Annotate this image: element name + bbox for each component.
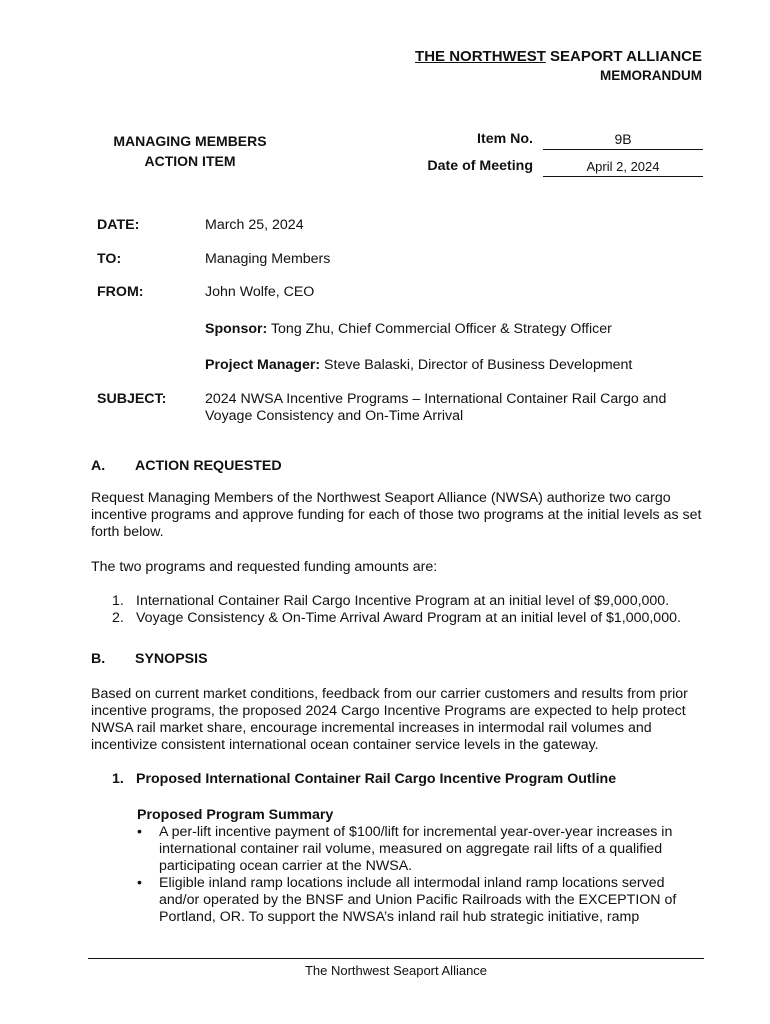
list-item-text: A per-lift incentive payment of $100/lift for incremental year-over-year increases in international container rail volume, measured on aggregate rail lifts of a qualified participating ocean carrier at the NWSA. (159, 824, 673, 874)
managing-members-block (105, 131, 275, 171)
subsection-title: Proposed International Container Rail Cargo Incentive Program Outline (136, 771, 617, 787)
subject-line-2: Voyage Consistency and On-Time Arrival (205, 408, 464, 424)
list-item (137, 824, 697, 875)
sponsor-label: Sponsor: (205, 321, 268, 337)
from-value: John Wolfe, CEO (205, 284, 315, 300)
item-no-label: Item No. (477, 131, 533, 147)
project-manager-label: Project Manager: (205, 357, 321, 373)
section-b-letter: B. (91, 651, 106, 667)
list-item-text: Eligible inland ramp locations include all intermodal inland ramp locations served and/or operated by the BNSF and Union Pacific Railroads with the EXCEPTION of Portland, OR. To support the NWSA’s inland rail hub strategic initiative, ramp (159, 875, 677, 925)
from-label: FROM: (97, 284, 144, 300)
org-title-main: THE NORTHWEST (415, 48, 546, 65)
section-a-paragraph-1: Request Managing Members of the Northwest Seaport Alliance (NWSA) authorize two cargo incentive programs and approve funding for each of those two programs at the initial levels as set forth below. (91, 490, 702, 540)
org-title-rest: SEAPORT ALLIANCE (545, 48, 702, 65)
list-item (112, 610, 712, 627)
list-item-number: 2. (112, 610, 124, 626)
project-manager-value: Steve Balaski, Director of Business Development (320, 357, 633, 373)
subject-line-1: 2024 NWSA Incentive Programs – International Container Rail Cargo and (205, 391, 667, 407)
list-item (137, 875, 697, 926)
bullet-icon: • (137, 875, 142, 891)
program-summary-title: Proposed Program Summary (137, 807, 334, 823)
sponsor-value: Tong Zhu, Chief Commercial Officer & Strategy Officer (267, 321, 612, 337)
project-manager-line (205, 357, 632, 374)
section-a-letter: A. (91, 458, 106, 474)
date-label: DATE: (97, 217, 140, 233)
section-b-title: SYNOPSIS (135, 651, 208, 667)
to-label: TO: (97, 251, 122, 267)
subsection-number: 1. (112, 771, 124, 787)
list-item-number: 1. (112, 593, 124, 609)
section-a-paragraph-2: The two programs and requested funding amounts are: (91, 559, 438, 575)
list-item-text: International Container Rail Cargo Incentive Program at an initial level of $9,000,000. (136, 593, 670, 609)
action-item-line: ACTION ITEM (144, 153, 236, 169)
page-footer: The Northwest Seaport Alliance (304, 963, 488, 978)
date-value: March 25, 2024 (205, 217, 304, 233)
to-value: Managing Members (205, 251, 331, 267)
section-b-paragraph-1: Based on current market conditions, feedback from our carrier customers and results from prior incentive programs, the proposed 2024 Cargo Incentive Programs are expected to help protect NWSA rail market share, encourage incremental increases in intermodal rail volumes and incentivize consistent international ocean container service levels in the gateway. (91, 686, 688, 753)
subject-label: SUBJECT: (97, 391, 167, 407)
sponsor-line (205, 321, 612, 338)
program-summary-list (137, 824, 697, 926)
item-no-value: 9B (543, 131, 703, 150)
meeting-date-value: April 2, 2024 (543, 158, 703, 177)
section-b-heading (91, 651, 208, 668)
subject-value (205, 391, 715, 425)
subsection-heading (112, 771, 712, 788)
list-item-text: Voyage Consistency & On-Time Arrival Award Program at an initial level of $1,000,000. (136, 610, 681, 626)
managing-members-line: MANAGING MEMBERS (113, 133, 267, 149)
org-title (415, 48, 702, 65)
bullet-icon: • (137, 824, 142, 840)
list-item (112, 593, 712, 610)
doc-type: MEMORANDUM (600, 68, 702, 83)
section-a-title: ACTION REQUESTED (135, 458, 282, 474)
program-list (112, 593, 712, 627)
meeting-date-label: Date of Meeting (427, 158, 533, 174)
section-a-heading (91, 458, 282, 475)
footer-divider (88, 958, 704, 959)
